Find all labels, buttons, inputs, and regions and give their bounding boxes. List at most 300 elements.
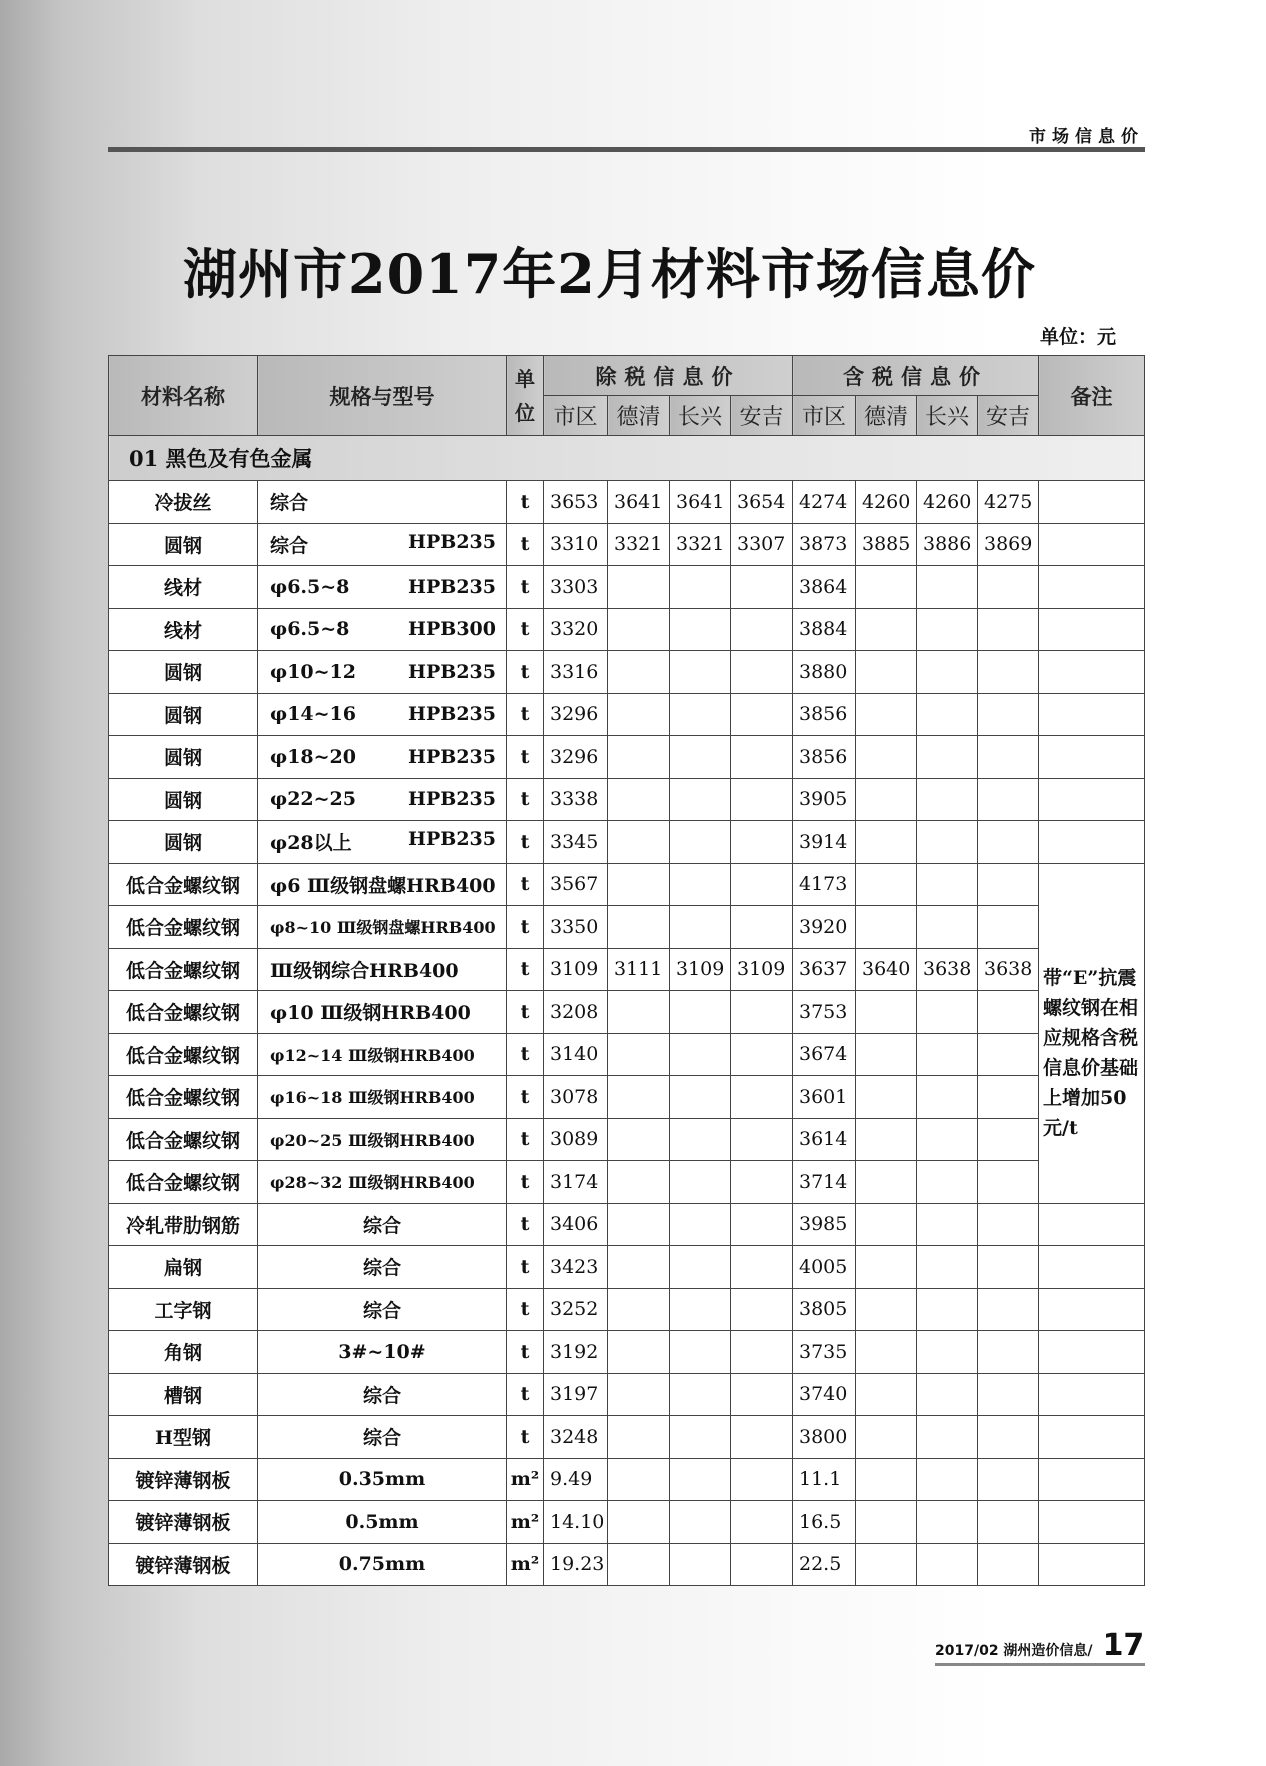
price-inc-tax-德清: [856, 651, 917, 694]
remark-cell: [1039, 1543, 1145, 1586]
price-ex-tax-市区: 3248: [544, 1416, 608, 1459]
price-inc-tax-安吉: [978, 1543, 1039, 1586]
price-ex-tax-长兴: 3109: [670, 948, 731, 991]
col-header-spec: 规格与型号: [258, 356, 507, 436]
price-inc-tax-市区: 4173: [793, 863, 856, 906]
price-inc-tax-安吉: [978, 1501, 1039, 1544]
spec-text: 综合: [270, 534, 309, 557]
price-ex-tax-市区: 3316: [544, 651, 608, 694]
price-inc-tax-长兴: [917, 1331, 978, 1374]
price-ex-tax-长兴: [670, 778, 731, 821]
price-inc-tax-长兴: 3638: [917, 948, 978, 991]
spec-text: 3#~10#: [338, 1340, 426, 1363]
price-ex-tax-安吉: [731, 906, 793, 949]
col-header-name: 材料名称: [109, 356, 258, 436]
grade-text: HPB235: [408, 575, 496, 598]
material-spec: [258, 608, 507, 651]
remark-cell: [1039, 651, 1145, 694]
unit-cell: m²: [507, 1543, 544, 1586]
unit-cell: m²: [507, 1458, 544, 1501]
price-ex-tax-德清: [608, 1501, 670, 1544]
price-ex-tax-安吉: [731, 863, 793, 906]
price-inc-tax-长兴: [917, 1373, 978, 1416]
remark-cell: [1039, 693, 1145, 736]
price-ex-tax-市区: 3345: [544, 821, 608, 864]
price-inc-tax-德清: [856, 906, 917, 949]
unit-cell: t: [507, 566, 544, 609]
price-ex-tax-长兴: [670, 651, 731, 694]
price-inc-tax-德清: [856, 1416, 917, 1459]
table-row: [109, 481, 1145, 524]
material-name: 镀锌薄钢板: [109, 1458, 258, 1501]
spec-text: Ⅲ级钢综合HRB400: [270, 959, 459, 982]
spec-text: 综合: [362, 1427, 401, 1450]
price-inc-tax-市区: 11.1: [793, 1458, 856, 1501]
price-inc-tax-安吉: [978, 863, 1039, 906]
price-ex-tax-市区: 3423: [544, 1246, 608, 1289]
price-ex-tax-长兴: [670, 1501, 731, 1544]
table-row: [109, 523, 1145, 566]
price-ex-tax-德清: [608, 821, 670, 864]
price-ex-tax-长兴: [670, 991, 731, 1034]
price-inc-tax-安吉: [978, 1033, 1039, 1076]
table-row: [109, 948, 1145, 991]
price-inc-tax-德清: [856, 736, 917, 779]
unit-cell: t: [507, 1416, 544, 1459]
price-inc-tax-安吉: [978, 1331, 1039, 1374]
price-inc-tax-长兴: [917, 906, 978, 949]
price-ex-tax-市区: 3252: [544, 1288, 608, 1331]
price-ex-tax-长兴: [670, 736, 731, 779]
price-ex-tax-安吉: [731, 1288, 793, 1331]
spec-text: φ28以上: [270, 832, 352, 855]
price-ex-tax-长兴: [670, 1288, 731, 1331]
unit-cell: t: [507, 481, 544, 524]
price-ex-tax-安吉: [731, 1331, 793, 1374]
material-spec: [258, 566, 507, 609]
grade-text: HPB235: [408, 788, 496, 811]
remark-cell: [1039, 778, 1145, 821]
price-ex-tax-市区: 3338: [544, 778, 608, 821]
remark-cell: [1039, 1288, 1145, 1331]
spec-text: φ10 Ⅲ级钢HRB400: [270, 1002, 471, 1025]
price-ex-tax-安吉: [731, 736, 793, 779]
price-inc-tax-长兴: [917, 1246, 978, 1289]
unit-cell: t: [507, 778, 544, 821]
material-name: 圆钢: [109, 693, 258, 736]
region-header-inc-3: 安吉: [978, 396, 1039, 436]
header-rule: [108, 147, 1145, 152]
price-inc-tax-市区: 3740: [793, 1373, 856, 1416]
price-inc-tax-长兴: [917, 1288, 978, 1331]
material-spec: [258, 1033, 507, 1076]
table-row: [109, 1033, 1145, 1076]
spec-text: φ18~20: [270, 745, 356, 768]
price-ex-tax-长兴: [670, 1331, 731, 1374]
price-inc-tax-德清: [856, 1118, 917, 1161]
table-row: [109, 1076, 1145, 1119]
table-row: [109, 1118, 1145, 1161]
price-inc-tax-长兴: [917, 991, 978, 1034]
price-inc-tax-德清: [856, 608, 917, 651]
material-name: 镀锌薄钢板: [109, 1501, 258, 1544]
unit-cell: t: [507, 1033, 544, 1076]
price-ex-tax-德清: [608, 1033, 670, 1076]
price-inc-tax-市区: 3884: [793, 608, 856, 651]
remark-cell: [1039, 1501, 1145, 1544]
remark-cell: [1039, 523, 1145, 566]
price-ex-tax-安吉: [731, 821, 793, 864]
publication-name: 2017/02 湖州造价信息/: [935, 1643, 1093, 1659]
material-name: 工字钢: [109, 1288, 258, 1331]
price-inc-tax-德清: [856, 1543, 917, 1586]
section-heading: 01 黑色及有色金属: [109, 436, 1145, 481]
unit-cell: t: [507, 991, 544, 1034]
region-header-ex-1: 德清: [608, 396, 670, 436]
price-inc-tax-德清: 3885: [856, 523, 917, 566]
region-header-inc-0: 市区: [793, 396, 856, 436]
price-ex-tax-长兴: [670, 693, 731, 736]
remark-cell: [1039, 736, 1145, 779]
price-ex-tax-德清: [608, 1373, 670, 1416]
price-inc-tax-市区: 3601: [793, 1076, 856, 1119]
price-inc-tax-安吉: [978, 1416, 1039, 1459]
table-row: [109, 1373, 1145, 1416]
price-inc-tax-市区: 3856: [793, 736, 856, 779]
spec-text: φ10~12: [270, 660, 356, 683]
price-inc-tax-长兴: [917, 651, 978, 694]
price-ex-tax-市区: 3406: [544, 1203, 608, 1246]
material-name: 角钢: [109, 1331, 258, 1374]
price-inc-tax-德清: [856, 1373, 917, 1416]
table-row: [109, 1203, 1145, 1246]
price-ex-tax-长兴: [670, 1203, 731, 1246]
price-inc-tax-安吉: [978, 651, 1039, 694]
table-row: [109, 1246, 1145, 1289]
price-ex-tax-德清: [608, 1246, 670, 1289]
price-inc-tax-长兴: [917, 1118, 978, 1161]
material-spec: [258, 1161, 507, 1204]
material-spec: [258, 821, 507, 864]
price-inc-tax-安吉: [978, 778, 1039, 821]
remark-cell: [1039, 1203, 1145, 1246]
price-ex-tax-长兴: [670, 608, 731, 651]
material-spec: [258, 863, 507, 906]
price-ex-tax-长兴: [670, 1118, 731, 1161]
material-spec: [258, 906, 507, 949]
table-row: [109, 1458, 1145, 1501]
price-inc-tax-市区: 3905: [793, 778, 856, 821]
unit-cell: t: [507, 821, 544, 864]
material-spec: [258, 1076, 507, 1119]
price-ex-tax-安吉: 3109: [731, 948, 793, 991]
material-spec: [258, 1118, 507, 1161]
price-ex-tax-安吉: [731, 651, 793, 694]
spec-text: 0.75mm: [338, 1553, 426, 1576]
price-inc-tax-德清: 4260: [856, 481, 917, 524]
material-spec: [258, 651, 507, 694]
price-table: [108, 355, 1145, 1586]
material-spec: [258, 481, 507, 524]
spec-text: φ16~18 Ⅲ级钢HRB400: [270, 1088, 475, 1108]
material-spec: [258, 1288, 507, 1331]
price-ex-tax-德清: [608, 608, 670, 651]
price-inc-tax-长兴: [917, 736, 978, 779]
region-header-ex-3: 安吉: [731, 396, 793, 436]
price-ex-tax-安吉: [731, 1543, 793, 1586]
region-header-inc-2: 长兴: [917, 396, 978, 436]
price-ex-tax-长兴: [670, 1161, 731, 1204]
col-header-remark: 备注: [1039, 356, 1145, 436]
price-inc-tax-市区: 3674: [793, 1033, 856, 1076]
price-inc-tax-德清: [856, 693, 917, 736]
price-ex-tax-市区: 3078: [544, 1076, 608, 1119]
region-header-ex-0: 市区: [544, 396, 608, 436]
price-ex-tax-市区: 3303: [544, 566, 608, 609]
price-inc-tax-安吉: [978, 821, 1039, 864]
grade-text: HPB235: [408, 828, 496, 851]
price-ex-tax-长兴: [670, 1458, 731, 1501]
price-ex-tax-德清: [608, 566, 670, 609]
region-header-inc-1: 德清: [856, 396, 917, 436]
price-ex-tax-市区: 3320: [544, 608, 608, 651]
table-row: [109, 1288, 1145, 1331]
material-name: 圆钢: [109, 736, 258, 779]
unit-cell: t: [507, 948, 544, 991]
material-spec: [258, 1416, 507, 1459]
price-ex-tax-德清: [608, 1331, 670, 1374]
price-ex-tax-长兴: [670, 1076, 731, 1119]
price-ex-tax-德清: [608, 651, 670, 694]
price-ex-tax-安吉: [731, 1373, 793, 1416]
price-inc-tax-长兴: [917, 1501, 978, 1544]
price-ex-tax-德清: [608, 1288, 670, 1331]
price-inc-tax-德清: [856, 991, 917, 1034]
spec-text: 综合: [362, 1214, 401, 1237]
table-row: [109, 1416, 1145, 1459]
price-inc-tax-长兴: [917, 1203, 978, 1246]
unit-cell: t: [507, 1203, 544, 1246]
material-spec: [258, 1246, 507, 1289]
price-inc-tax-长兴: [917, 1416, 978, 1459]
price-inc-tax-长兴: 3886: [917, 523, 978, 566]
price-ex-tax-安吉: [731, 1246, 793, 1289]
price-ex-tax-德清: [608, 1161, 670, 1204]
material-spec: [258, 948, 507, 991]
material-name: 低合金螺纹钢: [109, 991, 258, 1034]
price-inc-tax-市区: 4005: [793, 1246, 856, 1289]
section-tag: 市场信息价: [1029, 127, 1144, 147]
page-number: 17: [1102, 1628, 1145, 1663]
spec-text: φ8~10 Ⅲ级钢盘螺HRB400: [270, 918, 496, 938]
unit-cell: t: [507, 1373, 544, 1416]
material-name: 低合金螺纹钢: [109, 1118, 258, 1161]
grade-text: HPB235: [408, 530, 496, 553]
price-inc-tax-市区: 3873: [793, 523, 856, 566]
table-row: [109, 693, 1145, 736]
unit-cell: t: [507, 693, 544, 736]
price-inc-tax-德清: [856, 1076, 917, 1119]
price-inc-tax-市区: 3985: [793, 1203, 856, 1246]
price-ex-tax-安吉: [731, 1458, 793, 1501]
material-name: 扁钢: [109, 1246, 258, 1289]
price-ex-tax-长兴: [670, 821, 731, 864]
table-row: [109, 608, 1145, 651]
price-inc-tax-市区: 3914: [793, 821, 856, 864]
price-ex-tax-德清: [608, 1543, 670, 1586]
price-inc-tax-市区: 3753: [793, 991, 856, 1034]
price-ex-tax-长兴: [670, 906, 731, 949]
price-inc-tax-市区: 3805: [793, 1288, 856, 1331]
spec-text: φ6.5~8: [270, 618, 350, 641]
table-row: [109, 566, 1145, 609]
price-ex-tax-安吉: 3654: [731, 481, 793, 524]
price-ex-tax-德清: [608, 1458, 670, 1501]
price-ex-tax-安吉: [731, 566, 793, 609]
price-inc-tax-安吉: [978, 608, 1039, 651]
price-inc-tax-德清: 3640: [856, 948, 917, 991]
price-ex-tax-安吉: 3307: [731, 523, 793, 566]
price-inc-tax-德清: [856, 1501, 917, 1544]
price-ex-tax-市区: 3192: [544, 1331, 608, 1374]
price-inc-tax-安吉: [978, 1161, 1039, 1204]
col-group-ex-tax: 除税信息价: [544, 356, 793, 396]
price-ex-tax-长兴: 3321: [670, 523, 731, 566]
price-ex-tax-德清: [608, 1416, 670, 1459]
price-inc-tax-长兴: [917, 778, 978, 821]
material-spec: [258, 778, 507, 821]
price-ex-tax-德清: [608, 991, 670, 1034]
price-ex-tax-市区: 3109: [544, 948, 608, 991]
material-name: 低合金螺纹钢: [109, 863, 258, 906]
page-title: 湖州市2017年2月材料市场信息价: [183, 242, 1036, 306]
unit-cell: t: [507, 1331, 544, 1374]
table-row: [109, 1501, 1145, 1544]
region-header-ex-2: 长兴: [670, 396, 731, 436]
price-ex-tax-安吉: [731, 1033, 793, 1076]
price-ex-tax-长兴: [670, 1543, 731, 1586]
price-inc-tax-德清: [856, 863, 917, 906]
price-ex-tax-安吉: [731, 1076, 793, 1119]
grade-text: HPB235: [408, 703, 496, 726]
price-ex-tax-长兴: 3641: [670, 481, 731, 524]
remark-cell: [1039, 481, 1145, 524]
price-ex-tax-长兴: [670, 1373, 731, 1416]
material-name: 冷拔丝: [109, 481, 258, 524]
material-name: 镀锌薄钢板: [109, 1543, 258, 1586]
price-ex-tax-德清: [608, 906, 670, 949]
price-inc-tax-德清: [856, 778, 917, 821]
material-name: H型钢: [109, 1416, 258, 1459]
material-name: 线材: [109, 566, 258, 609]
material-spec: [258, 991, 507, 1034]
unit-cell: t: [507, 1246, 544, 1289]
material-name: 圆钢: [109, 651, 258, 694]
material-spec: [258, 1331, 507, 1374]
remark-cell: [1039, 1331, 1145, 1374]
remark-cell: [1039, 821, 1145, 864]
price-inc-tax-市区: 3880: [793, 651, 856, 694]
material-name: 低合金螺纹钢: [109, 948, 258, 991]
price-inc-tax-安吉: [978, 1458, 1039, 1501]
material-spec: [258, 1203, 507, 1246]
material-name: 低合金螺纹钢: [109, 1076, 258, 1119]
remark-cell: [1039, 1373, 1145, 1416]
unit-cell: m²: [507, 1501, 544, 1544]
price-ex-tax-市区: 3296: [544, 693, 608, 736]
spec-text: φ14~16: [270, 703, 356, 726]
price-ex-tax-长兴: [670, 863, 731, 906]
price-inc-tax-市区: 3614: [793, 1118, 856, 1161]
grade-text: HPB300: [408, 618, 496, 641]
material-spec: [258, 693, 507, 736]
price-inc-tax-安吉: [978, 1203, 1039, 1246]
price-ex-tax-长兴: [670, 566, 731, 609]
spec-text: 综合: [362, 1257, 401, 1280]
price-inc-tax-安吉: [978, 566, 1039, 609]
spec-text: φ20~25 Ⅲ级钢HRB400: [270, 1130, 475, 1150]
price-ex-tax-市区: 3140: [544, 1033, 608, 1076]
material-name: 线材: [109, 608, 258, 651]
page-footer: [935, 1628, 1145, 1666]
price-ex-tax-安吉: [731, 1203, 793, 1246]
price-inc-tax-市区: 22.5: [793, 1543, 856, 1586]
price-inc-tax-长兴: [917, 1458, 978, 1501]
table-row: [109, 1331, 1145, 1374]
price-inc-tax-长兴: 4260: [917, 481, 978, 524]
unit-cell: t: [507, 1161, 544, 1204]
price-ex-tax-德清: [608, 1203, 670, 1246]
unit-cell: t: [507, 523, 544, 566]
price-inc-tax-市区: 3864: [793, 566, 856, 609]
unit-cell: t: [507, 736, 544, 779]
price-inc-tax-德清: [856, 1331, 917, 1374]
price-inc-tax-德清: [856, 1246, 917, 1289]
material-name: 圆钢: [109, 523, 258, 566]
price-inc-tax-德清: [856, 1458, 917, 1501]
material-name: 低合金螺纹钢: [109, 906, 258, 949]
price-ex-tax-德清: [608, 778, 670, 821]
price-ex-tax-安吉: [731, 991, 793, 1034]
spec-text: 综合: [362, 1384, 401, 1407]
unit-cell: t: [507, 651, 544, 694]
price-inc-tax-市区: 3637: [793, 948, 856, 991]
material-name: 圆钢: [109, 778, 258, 821]
material-name: 冷轧带肋钢筋: [109, 1203, 258, 1246]
col-group-inc-tax: 含税信息价: [793, 356, 1039, 396]
table-row: [109, 863, 1145, 906]
remark-cell: [1039, 566, 1145, 609]
price-inc-tax-长兴: [917, 608, 978, 651]
spec-text: 0.5mm: [345, 1510, 419, 1533]
price-inc-tax-德清: [856, 1203, 917, 1246]
price-ex-tax-安吉: [731, 693, 793, 736]
material-name: 低合金螺纹钢: [109, 1033, 258, 1076]
unit-cell: t: [507, 608, 544, 651]
price-inc-tax-安吉: [978, 1118, 1039, 1161]
price-inc-tax-安吉: [978, 906, 1039, 949]
price-ex-tax-德清: [608, 1118, 670, 1161]
price-inc-tax-市区: 3714: [793, 1161, 856, 1204]
price-inc-tax-德清: [856, 821, 917, 864]
price-inc-tax-长兴: [917, 1543, 978, 1586]
price-inc-tax-德清: [856, 1288, 917, 1331]
table-row: [109, 906, 1145, 949]
price-ex-tax-市区: 3174: [544, 1161, 608, 1204]
price-ex-tax-安吉: [731, 1118, 793, 1161]
table-row: [109, 651, 1145, 694]
material-spec: [258, 1458, 507, 1501]
